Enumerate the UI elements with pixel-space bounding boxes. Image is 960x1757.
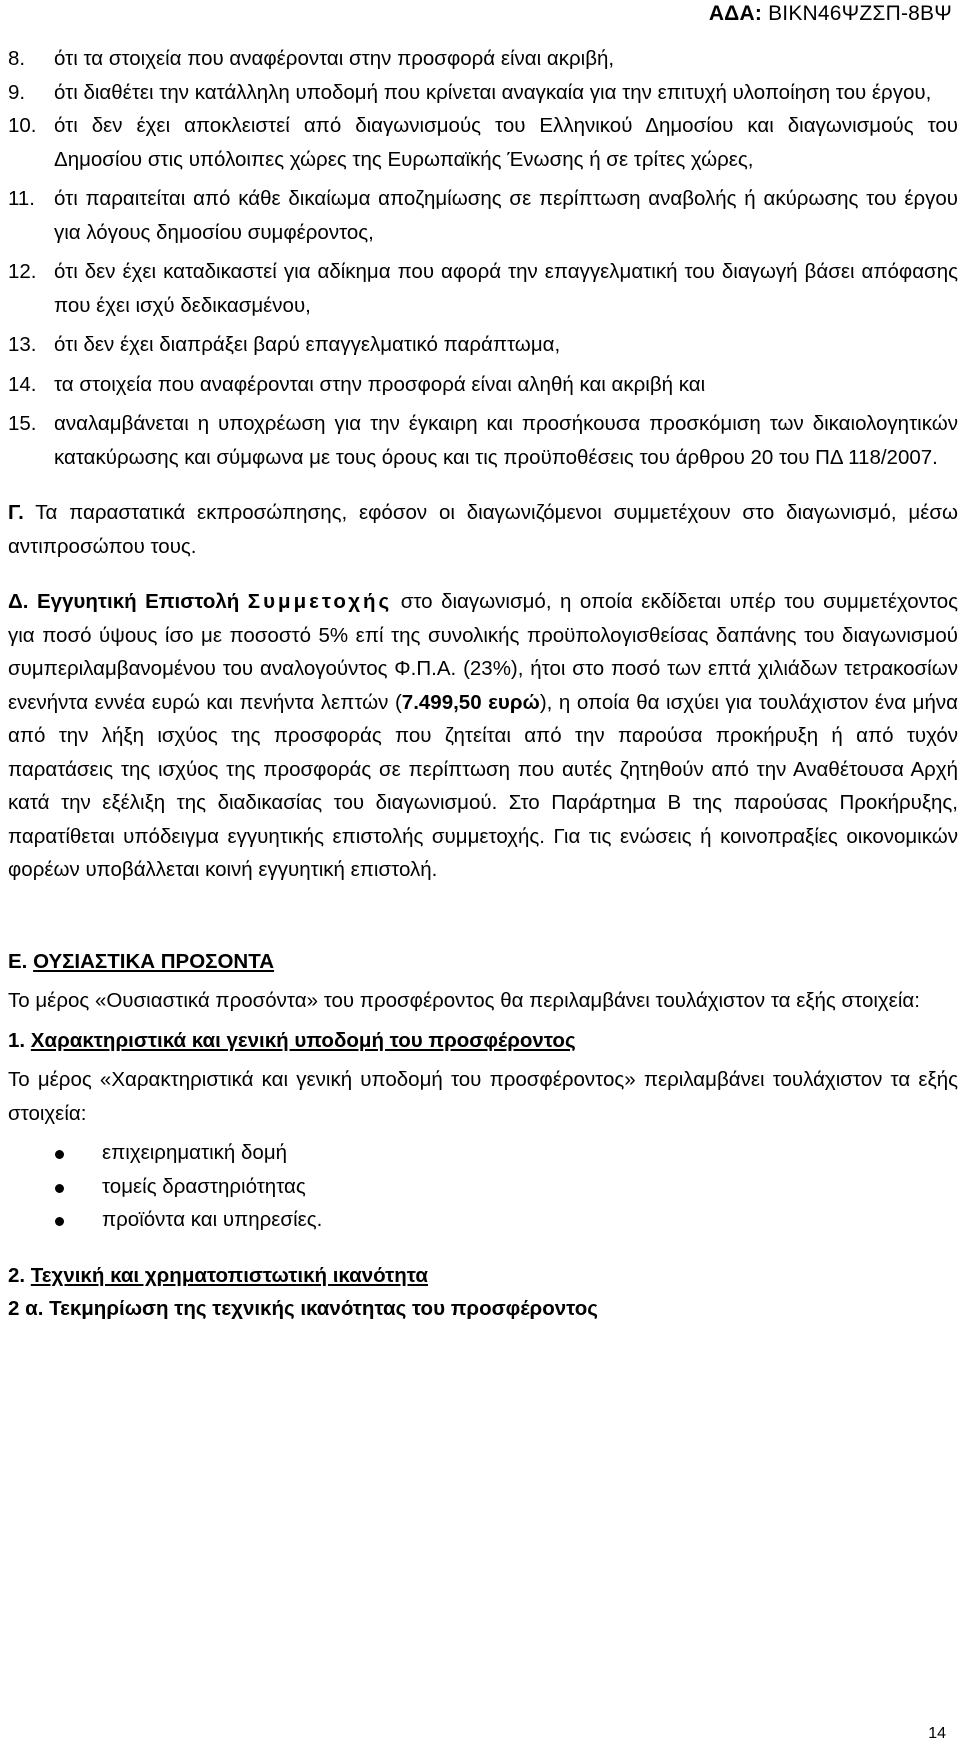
list-item-text: αναλαμβάνεται η υποχρέωση για την έγκαιρη και προσήκουσα προσκόμιση των δικαιολογητικών κατακύρωσης και σύμφωνα με τους όρους και τις προϋποθέσεις του άρθρου 20 του ΠΔ 118/2007. <box>54 412 958 469</box>
list-item-text: ότι τα στοιχεία που αναφέρονται στην προσφορά είναι ακριβή, <box>54 47 615 70</box>
list-item-text: ότι δεν έχει καταδικαστεί για αδίκημα που αφορά την επαγγελματική του διαγωγή βάσει απόφασης που έχει ισχύ δεδικασμένου, <box>54 260 958 317</box>
list-item <box>0 328 958 362</box>
subsection-2-title: Τεχνική και χρηματοπιστωτική ικανότητα <box>30 1263 428 1287</box>
subsection-1-title: Χαρακτηριστικά και γενική υποδομή του προσφέροντος <box>30 1028 576 1052</box>
subsection-1-heading <box>0 1024 958 1058</box>
list-item <box>0 1203 958 1237</box>
bullet-icon <box>55 1184 64 1193</box>
bullet-text: επιχειρηματική δομή <box>102 1141 288 1164</box>
list-item-number: 10. <box>8 114 37 137</box>
subsection-2-heading <box>0 1259 958 1293</box>
bullet-text: τομείς δραστηριότητας <box>102 1174 306 1198</box>
list-item <box>0 182 958 249</box>
list-item <box>0 109 958 176</box>
bullet-icon <box>55 1150 64 1159</box>
section-d-label: Δ. Εγγυητική Επιστολή <box>8 590 248 613</box>
section-e-heading <box>0 945 958 979</box>
section-d-text-1: στο διαγωνισμό, η οποία εκδίδεται υπέρ του συμμετέχοντος για ποσό ύψους ίσο με ποσοστό 5% επί της συνολικής προϋπολογισθείσας δαπάνης του διαγωνισμού συμπεριλαμβανομένου του αναλογούντος Φ.Π.Α. (23%), ήτοι στο ποσό των επτά χιλιάδων τετρακοσίων ενενήντα εννέα ευρώ και πενήντα λεπτών ( <box>8 590 958 714</box>
list-item-number: 11. <box>8 187 35 210</box>
list-item <box>0 407 958 474</box>
ada-header <box>709 2 952 26</box>
document-body <box>0 42 958 1326</box>
subsection-2a-heading: 2 α. Τεκμηρίωση της τεχνικής ικανότητας του προσφέροντος <box>8 1297 598 1320</box>
section-e-prefix: Ε. <box>8 949 34 973</box>
list-item-number: 12. <box>8 260 37 283</box>
page-number: 14 <box>928 1725 946 1742</box>
list-item-text: ότι δεν έχει διαπράξει βαρύ επαγγελματικό παράπτωμα, <box>54 333 561 356</box>
bullet-list <box>0 1136 958 1237</box>
list-item <box>0 1136 958 1170</box>
list-item-text: ότι δεν έχει αποκλειστεί από διαγωνισμούς του Ελληνικού Δημοσίου και διαγωνισμούς του Δημοσίου στις υπόλοιπες χώρες της Ευρωπαϊκής Ένωσης ή σε τρίτες χώρες, <box>54 114 958 171</box>
list-item <box>0 42 958 76</box>
bullet-text: προϊόντα και υπηρεσίες. <box>102 1208 323 1231</box>
subsection-2-prefix: 2. <box>8 1263 31 1287</box>
list-item-text: τα στοιχεία που αναφέρονται στην προσφορά είναι αληθή και ακριβή και <box>54 372 706 396</box>
ada-code: ΒΙΚΝ46ΨΖΣΠ-8ΒΨ <box>768 2 952 25</box>
subsection-1-prefix: 1. <box>8 1028 31 1052</box>
list-item-number: 8. <box>8 47 26 70</box>
list-item-number: 15. <box>8 412 37 435</box>
list-item-number: 14. <box>8 372 37 396</box>
list-item <box>0 76 958 110</box>
section-e-title: ΟΥΣΙΑΣΤΙΚΑ ΠΡΟΣΟΝΤΑ <box>33 949 275 973</box>
ada-label: ΑΔΑ: <box>708 2 763 25</box>
section-d-paragraph <box>0 585 958 887</box>
section-e-intro: Το μέρος «Ουσιαστικά προσόντα» του προσφέροντος θα περιλαμβάνει τουλάχιστον τα εξής στοιχεία: <box>8 989 920 1012</box>
section-d-text-2: ), η οποία θα ισχύει για τουλάχιστον ένα μήνα από την λήξη ισχύος της προσφοράς που ζητείται από την παρούσα προκήρυξη ή από τυχόν παρατάσεις της ισχύος της προσφοράς σε περίπτωση που αυτές ζητηθούν από την Αναθέτουσα Αρχή κατά την εξέλιξη της διαδικασίας του διαγωνισμού. Στο Παράρτημα Β της παρούσας Προκήρυξης, παρατίθεται υπόδειγμα εγγυητικής επιστολής συμμετοχής. Για τις ενώσεις ή κοινοπραξίες οικονομικών φορέων υποβάλλεται κοινή εγγυητική επιστολή. <box>8 690 959 881</box>
section-d-amount: 7.499,50 ευρώ <box>401 690 540 714</box>
list-item <box>0 1170 958 1204</box>
section-d-spaced-word: Συμμετοχής <box>247 590 393 613</box>
bullet-icon <box>55 1217 64 1226</box>
subsection-1-intro: Το μέρος «Χαρακτηριστικά και γενική υποδομή του προσφέροντος» περιλαμβάνει τουλάχιστον τα εξής στοιχεία: <box>8 1068 958 1125</box>
list-item-text: ότι διαθέτει την κατάλληλη υποδομή που κρίνεται αναγκαία για την επιτυχή υλοποίηση του έργου, <box>54 80 932 104</box>
list-item-number: 13. <box>8 333 37 356</box>
section-g-paragraph <box>0 496 958 563</box>
list-item-number: 9. <box>8 80 26 104</box>
list-item <box>0 368 958 402</box>
section-g-text: Τα παραστατικά εκπροσώπησης, εφόσον οι διαγωνιζόμενοι συμμετέχουν στο διαγωνισμό, μέσω αντιπροσώπου τους. <box>8 501 958 558</box>
section-g-label: Γ. <box>8 501 24 524</box>
list-item-text: ότι παραιτείται από κάθε δικαίωμα αποζημίωσης σε περίπτωση αναβολής ή ακύρωσης του έργου για λόγους δημοσίου συμφέροντος, <box>54 187 958 244</box>
list-item <box>0 255 958 322</box>
